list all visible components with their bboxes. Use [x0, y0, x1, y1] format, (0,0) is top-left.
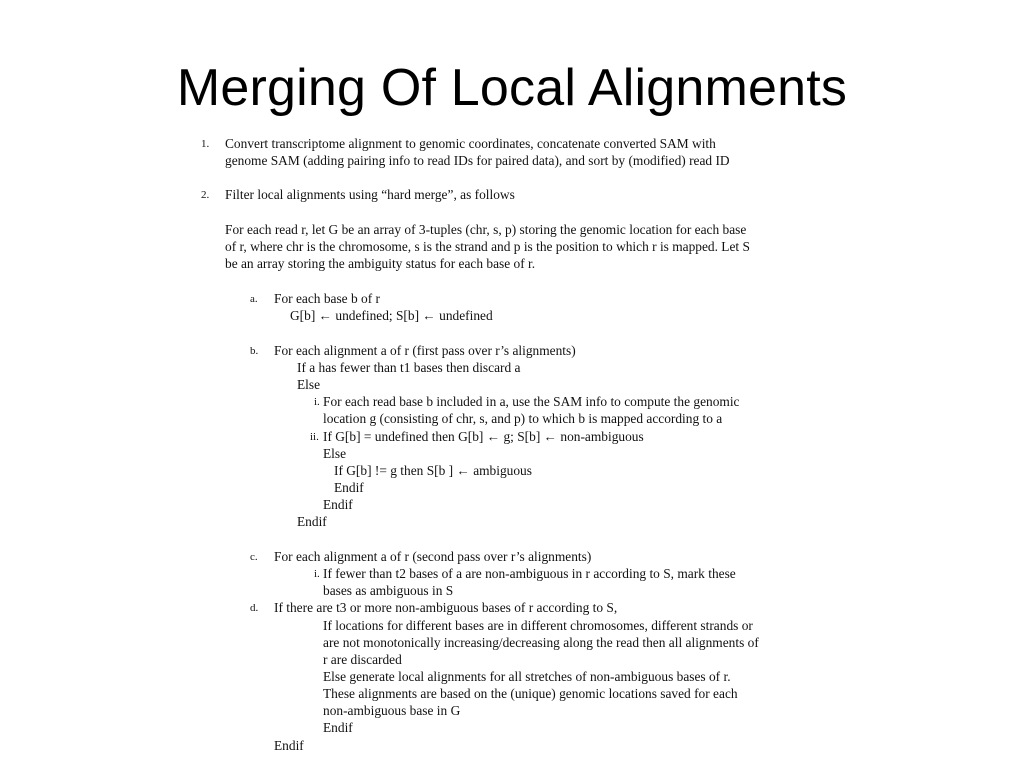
- substep-c-i-line-1: If fewer than t2 bases of a are non-ambiguous in r according to S, mark these: [323, 566, 736, 581]
- substep-b-marker: b.: [250, 345, 259, 357]
- substep-d-line-6: These alignments are based on the (unique) genomic locations saved for each: [323, 686, 738, 701]
- substep-b-line-3: Else: [297, 377, 321, 392]
- step-2-marker: 2.: [201, 189, 210, 201]
- substep-b-ii-line-5: Endif: [323, 497, 353, 512]
- substep-d-end: Endif: [274, 738, 304, 753]
- substep-d-marker: d.: [250, 602, 259, 614]
- substep-b-line-2: If a has fewer than t1 bases then discard a: [297, 360, 521, 375]
- substep-c-marker: c.: [250, 551, 258, 563]
- substep-b-i-line-1: For each read base b included in a, use the SAM info to compute the genomic: [323, 394, 740, 409]
- step-1-line-1: Convert transcriptome alignment to genomic coordinates, concatenate converted SAM with: [225, 136, 716, 151]
- substep-d-line-5: Else generate local alignments for all stretches of non-ambiguous bases of r.: [323, 669, 731, 684]
- substep-d-line-3: are not monotonically increasing/decreasing along the read then all alignments of: [323, 635, 759, 650]
- substep-b-i-line-2: location g (consisting of chr, s, and p) to which b is mapped according to a: [323, 411, 723, 426]
- substep-b-line-1: For each alignment a of r (first pass over r’s alignments): [274, 343, 576, 358]
- step-1-marker: 1.: [201, 138, 210, 150]
- substep-d-line-7: non-ambiguous base in G: [323, 703, 461, 718]
- substep-b-ii-line-1: If G[b] = undefined then G[b] ← g; S[b] ← non-ambiguous: [323, 429, 644, 444]
- substep-c-i-marker: i.: [314, 568, 320, 580]
- substep-d-line-1: If there are t3 or more non-ambiguous bases of r according to S,: [274, 600, 618, 615]
- substep-d-line-2: If locations for different bases are in different chromosomes, different strands or: [323, 618, 753, 633]
- step-1-line-2: genome SAM (adding pairing info to read IDs for paired data), and sort by (modified) read ID: [225, 153, 730, 168]
- substep-b-i-marker: i.: [314, 396, 320, 408]
- substep-d-line-4: r are discarded: [323, 652, 402, 667]
- step-2-line-1: Filter local alignments using “hard merge”, as follows: [225, 187, 515, 202]
- substep-a-line-1: For each base b of r: [274, 291, 380, 306]
- substep-a-line-2: G[b] ← undefined; S[b] ← undefined: [290, 308, 493, 323]
- substep-d-line-8: Endif: [323, 720, 353, 735]
- substep-b-ii-line-4: Endif: [334, 480, 364, 495]
- substep-a-marker: a.: [250, 293, 258, 305]
- paragraph-line-2: of r, where chr is the chromosome, s is the strand and p is the position to which r is mapped. Let S: [225, 239, 750, 254]
- substep-c-line-1: For each alignment a of r (second pass over r’s alignments): [274, 549, 592, 564]
- substep-b-ii-marker: ii.: [310, 431, 319, 443]
- substep-b-end: Endif: [297, 514, 327, 529]
- paragraph-line-3: be an array storing the ambiguity status for each base of r.: [225, 256, 536, 271]
- substep-c-i-line-2: bases as ambiguous in S: [323, 583, 454, 598]
- paragraph-line-1: For each read r, let G be an array of 3-tuples (chr, s, p) storing the genomic location for each base: [225, 222, 747, 237]
- substep-b-ii-line-3: If G[b] != g then S[b ] ← ambiguous: [334, 463, 532, 478]
- substep-b-ii-line-2: Else: [323, 446, 347, 461]
- slide-title: Merging Of Local Alignments: [176, 59, 848, 117]
